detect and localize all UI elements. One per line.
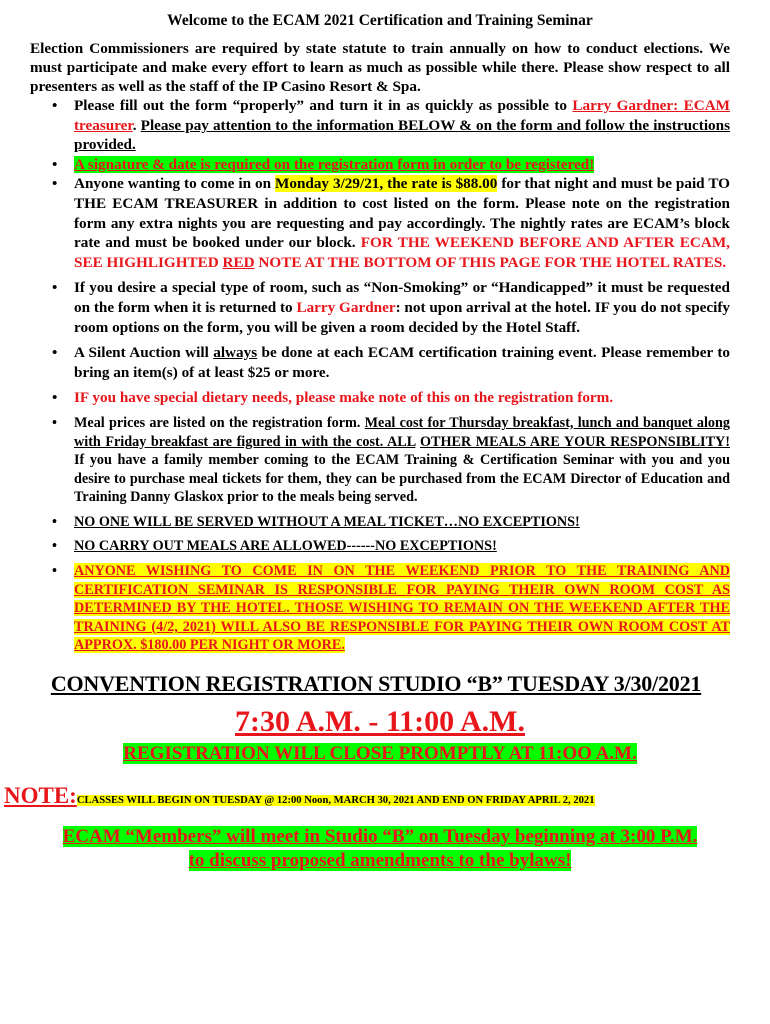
bullet-icon: • bbox=[52, 513, 57, 530]
note-label: NOTE: bbox=[4, 783, 77, 809]
bullet-icon: • bbox=[52, 279, 58, 297]
bullet-icon: • bbox=[52, 563, 57, 580]
bullet-icon: • bbox=[52, 344, 58, 362]
list-item-silent-auction: • A Silent Auction will always be done at each ECAM certification training event. Please remember to bring an item(s) of at least $25 or more. bbox=[52, 344, 730, 381]
bullet-icon: • bbox=[52, 155, 58, 173]
registration-close-notice: REGISTRATION WILL CLOSE PROMPTLY AT 11:OO A.M. bbox=[123, 743, 637, 765]
list-item-signature: • A signature & date is required on the registration form in order to be registered! bbox=[52, 155, 595, 173]
members-meeting-notice: ECAM “Members” will meet in Studio “B” on Tuesday beginning at 3:00 P.M. to discuss proposed amendments to the bylaws! bbox=[62, 826, 698, 872]
list-item-meals: • Meal prices are listed on the registration form. Meal cost for Thursday breakfast, lunch and banquet along with Friday breakfast are figured in with the cost. ALL OTHER MEALS ARE YOUR RESPONSIBLITY! If you have a family member coming to the ECAM Training & Certification Seminar with you and you desire to purchase meal tickets for them, they can be purchased from the ECAM Director of Education and Training Danny Glaskox prior to the meals being served. bbox=[52, 414, 730, 506]
bullet-icon: • bbox=[52, 414, 57, 431]
list-item-dietary: • IF you have special dietary needs, please make note of this on the registration form. bbox=[52, 389, 614, 407]
convention-registration-heading: CONVENTION REGISTRATION STUDIO “B” TUESDAY 3/30/2021 bbox=[50, 671, 702, 697]
bullet-icon: • bbox=[52, 97, 58, 114]
bullet-icon: • bbox=[52, 538, 57, 555]
list-item-meal-ticket: • NO ONE WILL BE SERVED WITHOUT A MEAL TICKET…NO EXCEPTIONS! bbox=[52, 513, 580, 530]
list-item-form: • Please fill out the form “properly” and turn it in as quickly as possible to Larry Gardner: ECAM treasurer. Please pay attention to the information BELOW & on the form and follow the instructions provided. bbox=[52, 97, 731, 154]
list-item-weekend-rooms: • ANYONE WISHING TO COME IN ON THE WEEKEND PRIOR TO THE TRAINING AND CERTIFICATION SEMINAR IS RESPONSIBLE FOR PAYING THEIR OWN ROOM COST AS DETERMINED BY THE HOTEL. THOSE WISHING TO REMAIN ON THE WEEKEND AFTER THE TRAINING (4/2, 2021) WILL ALSO BE RESPONSIBLE FOR PAYING THEIR OWN ROOM COST AT APPROX. $180.00 PER NIGHT OR MORE. bbox=[52, 563, 730, 654]
intro-paragraph: Election Commissioners are required by state statute to train annually on how to conduct elections. We must participate and make every effort to learn as much as possible while there. Please show respect to all presenters as well as the staff of the IP Casino Resort & Spa. bbox=[30, 40, 730, 95]
note-text: CLASSES WILL BEGIN ON TUESDAY @ 12:00 Noon, MARCH 30, 2021 AND END ON FRIDAY APRIL 2, 2021 bbox=[76, 795, 595, 807]
list-item-carry-out: • NO CARRY OUT MEALS ARE ALLOWED------NO EXCEPTIONS! bbox=[52, 538, 497, 555]
registration-time: 7:30 A.M. - 11:00 A.M. bbox=[235, 705, 525, 739]
bullet-icon: • bbox=[52, 175, 58, 193]
classes-note bbox=[4, 783, 730, 809]
bullet-icon: • bbox=[52, 389, 58, 407]
instruction-list bbox=[30, 96, 730, 655]
list-item-monday-rate: • Anyone wanting to come in on Monday 3/29/21, the rate is $88.00 for that night and must be paid TO THE ECAM TREASURER in addition to cost listed on the form. Please note on the registration form any extra nights you are requesting and pay accordingly. The nightly rates are ECAM’s block rate and must be booked under our block. FOR THE WEEKEND BEFORE AND AFTER ECAM, SEE HIGHLIGHTED RED NOTE AT THE BOTTOM OF THIS PAGE FOR THE HOTEL RATES. bbox=[52, 175, 730, 271]
list-item-room-type: • If you desire a special type of room, such as “Non-Smoking” or “Handicapped” it must be requested on the form when it is returned to Larry Gardner: not upon arrival at the hotel. IF you do not specify room options on the form, you will be given a room decided by the Hotel Staff. bbox=[52, 279, 730, 336]
monday-rate-highlight: Monday 3/29/21, the rate is $88.00 bbox=[275, 175, 498, 193]
page-title: Welcome to the ECAM 2021 Certification and Training Seminar bbox=[167, 12, 593, 29]
treasurer-name: Larry Gardner: ECAM treasurer bbox=[74, 97, 731, 134]
